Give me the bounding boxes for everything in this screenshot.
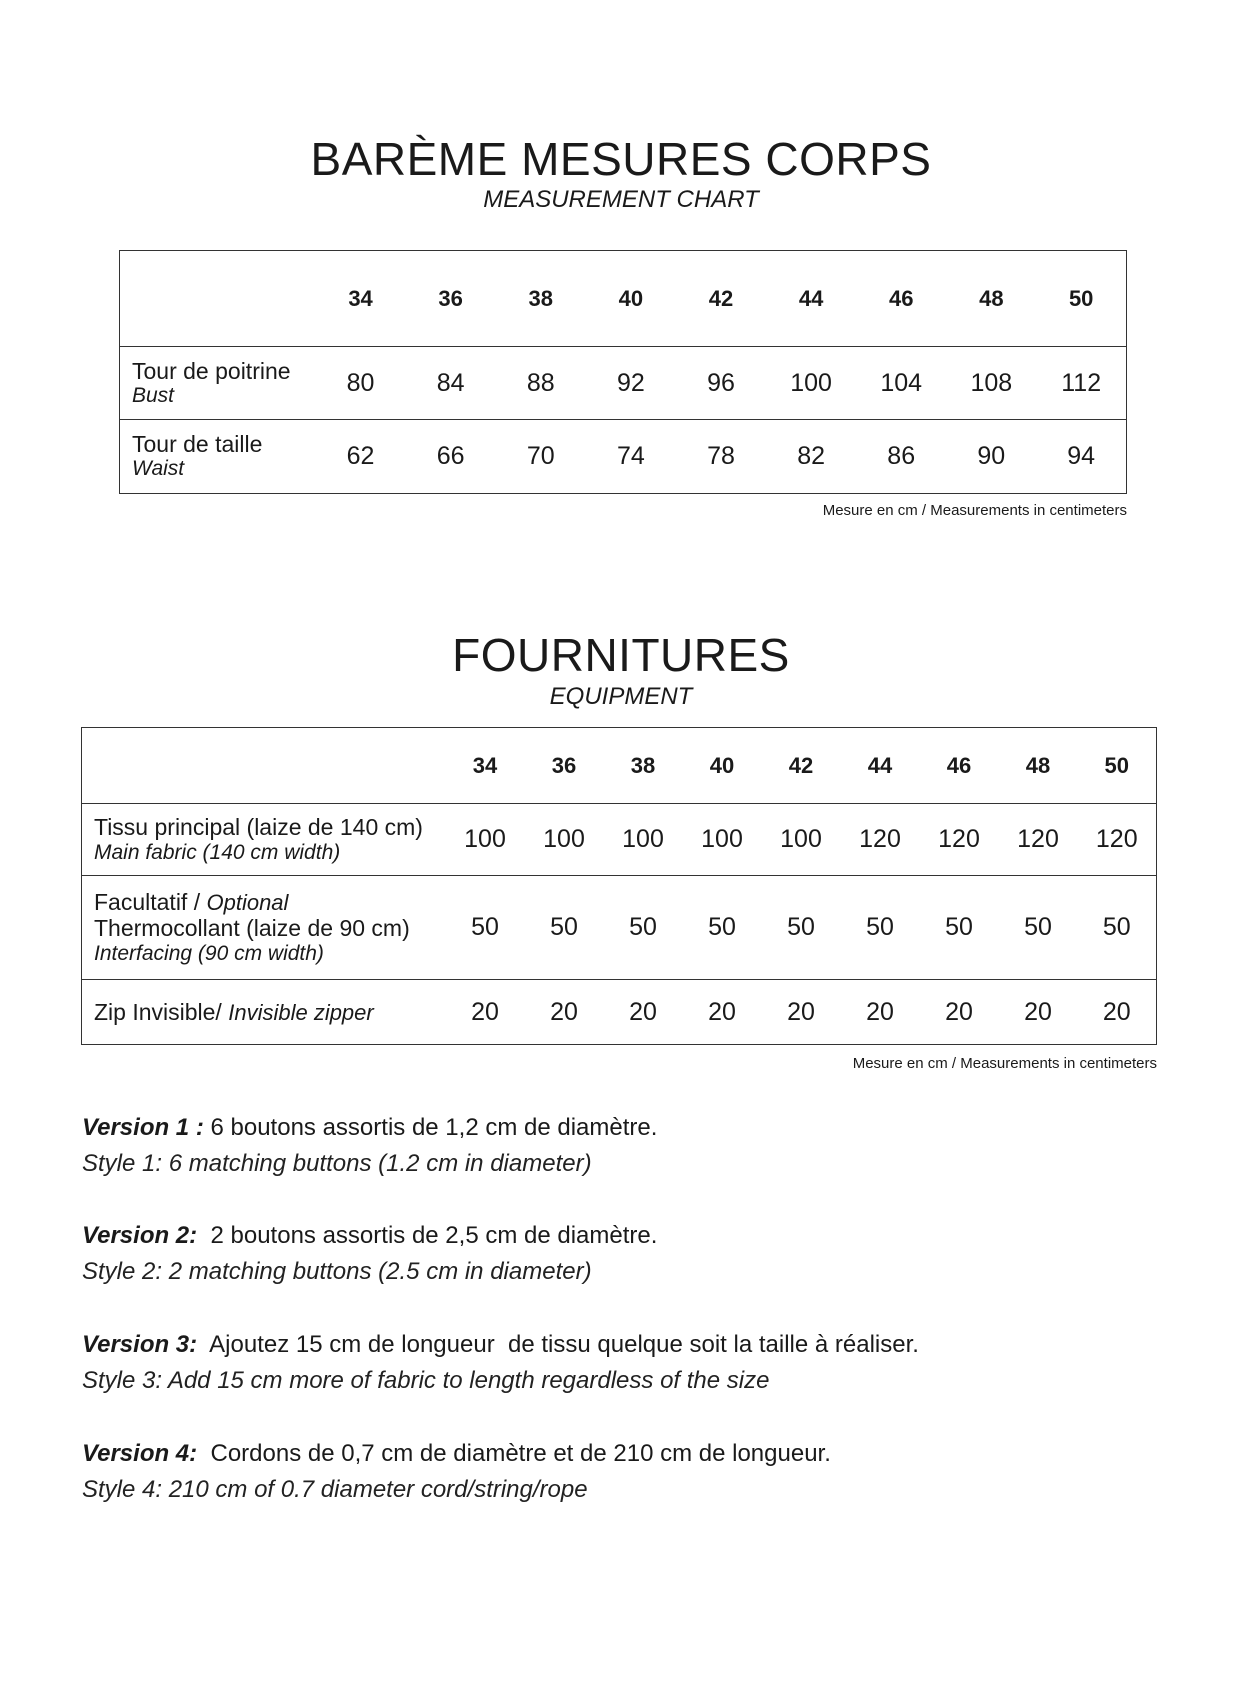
measurement-subtitle: MEASUREMENT CHART [483, 186, 759, 213]
table-cell: 94 [1036, 419, 1126, 493]
table-cell: 20 [762, 980, 841, 1045]
version-text-fr: 2 boutons assortis de 2,5 cm de diamètre. [197, 1222, 658, 1249]
table-cell: 80 [316, 347, 406, 419]
table-cell: 50 [920, 876, 999, 980]
size-header: 46 [888, 285, 914, 311]
table-cell: 100 [446, 804, 525, 876]
measurement-units-note: Mesure en cm / Measurements in centimeters [822, 502, 1127, 519]
version-4 [82, 1440, 831, 1504]
table-cell: 62 [316, 419, 406, 493]
table-cell: 70 [496, 419, 586, 493]
size-header: 44 [798, 285, 824, 311]
table-cell: 84 [406, 347, 496, 419]
row-label-en: Bust [132, 384, 175, 408]
table-cell: 82 [766, 419, 856, 493]
version-text-fr: 6 boutons assortis de 1,2 cm de diamètre. [203, 1114, 658, 1141]
row-label: Tour de poitrine [132, 357, 291, 384]
version-text-en: Style 2: 2 matching buttons (2.5 cm in diameter) [82, 1258, 592, 1285]
size-header: 46 [946, 752, 972, 778]
row-label-optional: Facultatif / Optional [94, 888, 289, 915]
version-1 [82, 1114, 657, 1178]
table-cell: 120 [999, 804, 1078, 876]
size-header: 42 [708, 285, 734, 311]
table-cell: 88 [496, 347, 586, 419]
version-text-en: Style 3: Add 15 cm more of fabric to length regardless of the size [82, 1367, 770, 1394]
table-cell: 20 [999, 980, 1078, 1045]
version-heading: Version 2: [82, 1222, 198, 1249]
measurement-table [119, 250, 1127, 494]
size-header: 40 [709, 752, 735, 778]
table-cell: 120 [1078, 804, 1157, 876]
measurement-header-row [120, 251, 1127, 347]
table-cell: 50 [1078, 876, 1157, 980]
size-header: 50 [1104, 752, 1129, 778]
table-cell: 86 [856, 419, 946, 493]
table-cell: 120 [841, 804, 920, 876]
size-header: 36 [551, 752, 577, 778]
version-heading: Version 1 : [82, 1114, 204, 1141]
version-text-en: Style 1: 6 matching buttons (1.2 cm in diameter) [82, 1150, 592, 1177]
version-text-fr: Ajoutez 15 cm de longueur de tissu quelque soit la taille à réaliser. [197, 1331, 919, 1358]
table-cell: 100 [683, 804, 762, 876]
waist-row [120, 419, 1127, 493]
row-label: Thermocollant (laize de 90 cm) [94, 915, 410, 942]
table-cell: 20 [920, 980, 999, 1045]
table-cell: 20 [841, 980, 920, 1045]
equipment-title: FOURNITURES [452, 629, 790, 681]
size-header: 50 [1068, 285, 1094, 311]
version-text-fr: Cordons de 0,7 cm de diamètre et de 210 cm de longueur. [197, 1440, 831, 1467]
row-label: Tour de taille [132, 431, 263, 458]
version-text-en: Style 4: 210 cm of 0.7 diameter cord/string/rope [82, 1476, 588, 1503]
row-label-en: Main fabric (140 cm width) [94, 840, 341, 864]
table-cell: 100 [604, 804, 683, 876]
table-cell: 20 [604, 980, 683, 1045]
row-label: Tissu principal (laize de 140 cm) [94, 814, 423, 841]
size-header: 36 [438, 285, 463, 311]
size-header: 44 [867, 752, 893, 778]
table-cell: 20 [525, 980, 604, 1045]
table-cell: 50 [683, 876, 762, 980]
size-header: 48 [979, 285, 1004, 311]
table-cell: 20 [446, 980, 525, 1045]
version-3 [82, 1331, 919, 1395]
table-cell: 78 [676, 419, 766, 493]
main-fabric-row [82, 804, 1157, 876]
table-cell: 108 [946, 347, 1036, 419]
interfacing-row [82, 876, 1157, 980]
row-label-en: Invisible zipper [228, 999, 374, 1025]
table-cell: 66 [406, 419, 496, 493]
equipment-subtitle: EQUIPMENT [549, 683, 693, 710]
version-heading: Version 4: [82, 1440, 198, 1467]
version-heading: Version 3: [82, 1331, 198, 1358]
equipment-table [81, 727, 1157, 1045]
table-cell: 50 [999, 876, 1078, 980]
table-cell: 74 [586, 419, 676, 493]
size-header: 42 [788, 752, 814, 778]
equipment-units-note: Mesure en cm / Measurements in centimeters [852, 1055, 1157, 1072]
row-label-en: Interfacing (90 cm width) [94, 941, 324, 965]
table-cell: 50 [762, 876, 841, 980]
table-cell: 50 [525, 876, 604, 980]
table-cell: 90 [946, 419, 1036, 493]
size-header: 38 [630, 752, 656, 778]
table-cell: 50 [446, 876, 525, 980]
bust-row [120, 347, 1127, 419]
table-cell: 104 [856, 347, 946, 419]
size-header: 34 [348, 285, 373, 311]
version-2 [82, 1222, 657, 1286]
row-label-en: Waist [132, 457, 185, 481]
row-label: Zip Invisible/ [94, 998, 229, 1025]
table-cell: 112 [1036, 347, 1126, 419]
equipment-header-row [82, 728, 1157, 804]
table-cell: 120 [920, 804, 999, 876]
table-cell: 50 [604, 876, 683, 980]
table-cell: 100 [525, 804, 604, 876]
size-header: 38 [528, 285, 554, 311]
size-header: 48 [1025, 752, 1051, 778]
table-cell: 50 [841, 876, 920, 980]
size-header: 34 [472, 752, 498, 778]
table-cell: 100 [762, 804, 841, 876]
measurement-title: BARÈME MESURES CORPS [310, 133, 932, 185]
table-cell: 100 [766, 347, 856, 419]
table-cell: 96 [676, 347, 766, 419]
table-cell: 92 [586, 347, 676, 419]
table-cell: 20 [1078, 980, 1157, 1045]
table-cell: 20 [683, 980, 762, 1045]
size-header: 40 [618, 285, 644, 311]
zipper-row [82, 980, 1157, 1045]
